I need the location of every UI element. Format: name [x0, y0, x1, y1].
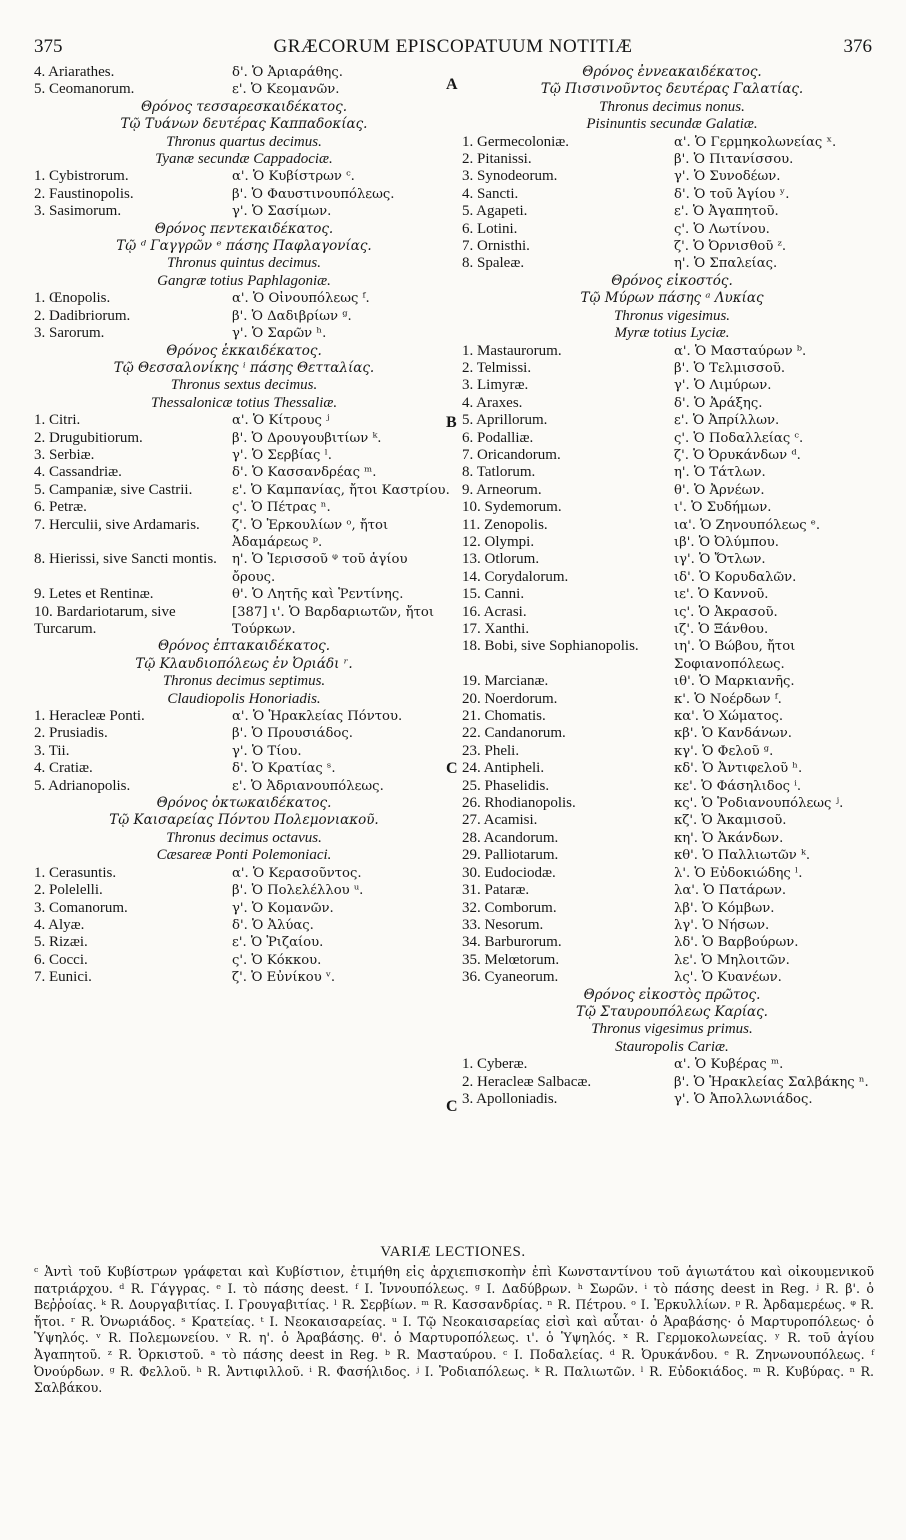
latin-see-name: 5. Rizæi. — [34, 934, 88, 951]
see-row — [462, 221, 882, 238]
latin-see-name: 3. Synodeorum. — [462, 168, 558, 185]
greek-see-name: β'. Ὁ Προυσιάδος. — [232, 726, 353, 742]
latin-throne-heading: Thronus decimus septimus. — [162, 673, 326, 690]
greek-throne-heading: Θρόνος ἐννεακαιδέκατος. — [582, 64, 762, 80]
latin-see-name: 33. Nesorum. — [462, 916, 544, 933]
latin-see-name: 4. Sancti. — [462, 185, 519, 202]
greek-see-name: α'. Ὁ Ἡρακλείας Πόντου. — [232, 709, 403, 725]
see-row — [462, 691, 882, 708]
see-row — [34, 168, 454, 185]
latin-see-name: 3. Comanorum. — [34, 899, 128, 916]
see-row — [462, 430, 882, 447]
see-row — [462, 795, 882, 812]
latin-see-name: 16. Acrasi. — [462, 603, 527, 620]
greek-see-name: γ'. Ὁ Κομανῶν. — [232, 900, 334, 916]
see-row — [462, 499, 882, 516]
latin-see-name: 24. Antipheli. — [462, 760, 545, 777]
see-row — [462, 900, 882, 917]
latin-see-name: 2. Pitanissi. — [462, 151, 532, 168]
latin-see-name: 3. Serbiæ. — [34, 446, 95, 463]
greek-see-name: ς'. Ὁ Πέτρας ⁿ. — [232, 500, 331, 516]
left-column — [34, 64, 454, 987]
latin-see-name: 1. Œnopolis. — [34, 290, 111, 307]
latin-see-name: 6. Podalliæ. — [462, 429, 534, 446]
latin-see-name: 9. Letes et Rentinæ. — [34, 586, 154, 603]
greek-metropolis-line: Τῷ Μύρων πάσης ᵃ Λυκίας — [580, 290, 764, 307]
greek-see-name: κη'. Ὁ Ἀκάνδων. — [674, 830, 784, 846]
see-row — [462, 673, 882, 690]
see-row — [462, 621, 882, 638]
latin-see-name: 28. Acandorum. — [462, 829, 559, 846]
greek-see-name: ιη'. Ὁ Βώβου, ἤτοι Σοφιανοπόλεως. — [674, 639, 796, 672]
greek-see-name: ιζ'. Ὁ Ξάνθου. — [674, 622, 769, 637]
greek-see-name: η'. Ὁ Σπαλείας. — [674, 256, 778, 272]
greek-see-name: λε'. Ὁ Μηλοιτῶν. — [674, 952, 790, 968]
latin-see-name: 8. Tatlorum. — [462, 464, 536, 481]
see-row — [462, 134, 882, 151]
see-row — [462, 203, 882, 220]
latin-see-name: 5. Ceomanorum. — [34, 81, 135, 98]
greek-see-name: β'. Ὁ Δρουγουβιτίων ᵏ. — [232, 430, 382, 446]
greek-see-name: γ'. Ὁ Συνοδέων. — [674, 169, 781, 185]
see-row — [34, 186, 454, 203]
see-row — [462, 934, 882, 951]
see-row — [34, 447, 454, 464]
see-row — [34, 203, 454, 220]
latin-see-name: 1. Germecoloniæ. — [462, 133, 570, 150]
latin-see-name: 5. Agapeti. — [462, 203, 528, 220]
latin-throne-heading: Thronus decimus nonus. — [599, 98, 745, 115]
margin-letter-c-lower: C — [446, 1098, 458, 1115]
latin-metropolis-line: Gangræ totius Paphlagoniæ. — [157, 272, 331, 289]
latin-see-name: 15. Canni. — [462, 586, 525, 603]
greek-see-name: ς'. Ὁ Ποδαλλείας ᶜ. — [674, 430, 804, 446]
latin-see-name: 29. Palliotarum. — [462, 847, 559, 864]
latin-see-name: 7. Herculii, sive Ardamaris. — [34, 516, 200, 533]
see-row — [34, 430, 454, 447]
greek-see-name: β'. Ὁ Δαδιβρίων ᵍ. — [232, 308, 352, 324]
see-row — [34, 412, 454, 429]
greek-see-name: ε'. Ὁ Κεομανῶν. — [232, 82, 340, 98]
greek-see-name: ζ'. Ὁ Ὀρυκάνδων ᵈ. — [674, 447, 801, 463]
greek-see-name: η'. Ὁ Ἱερισσοῦ ᵠ τοῦ ἁγίου ὄρους. — [232, 552, 408, 585]
greek-see-name: δ'. Ὁ Ἀλύας. — [232, 917, 314, 933]
see-row — [34, 882, 454, 899]
greek-see-name: ζ'. Ὁ Εὐνίκου ᵛ. — [232, 970, 336, 986]
see-row — [34, 517, 454, 552]
see-row — [462, 952, 882, 969]
greek-see-name: ε'. Ὁ Ἀπρίλλων. — [674, 413, 780, 429]
right-column — [462, 64, 882, 1108]
greek-see-name: δ'. Ὁ Ἀράξης. — [674, 395, 763, 411]
latin-see-name: 23. Pheli. — [462, 742, 520, 759]
greek-see-name: ιε'. Ὁ Καννοῦ. — [674, 587, 769, 603]
see-row — [462, 743, 882, 760]
greek-see-name: κε'. Ὁ Φάσηλιδος ⁱ. — [674, 778, 802, 794]
latin-see-name: 4. Cratiæ. — [34, 760, 93, 777]
greek-see-name: ε'. Ὁ Ἀδριανουπόλεως. — [232, 778, 384, 794]
greek-see-name: λα'. Ὁ Πατάρων. — [674, 883, 787, 899]
greek-see-name: λς'. Ὁ Κυανέων. — [674, 970, 782, 986]
greek-see-name: ε'. Ὁ Ἀγαπητοῦ. — [674, 204, 779, 220]
greek-see-name: α'. Ὁ Κίτρους ʲ — [232, 413, 330, 429]
greek-see-name: α'. Ὁ Οἰνουπόλεως ᶠ. — [232, 291, 370, 307]
latin-see-name: 2. Drugubitiorum. — [34, 429, 143, 446]
latin-see-name: 36. Cyaneorum. — [462, 969, 559, 986]
latin-see-name: 20. Noerdorum. — [462, 690, 558, 707]
greek-see-name: ιβ'. Ὁ Ὀλύμπου. — [674, 534, 779, 550]
see-row — [34, 778, 454, 795]
latin-see-name: 22. Candanorum. — [462, 725, 566, 742]
latin-see-name: 1. Citri. — [34, 412, 81, 429]
see-row — [462, 343, 882, 360]
see-row — [34, 900, 454, 917]
latin-see-name: 10. Sydemorum. — [462, 499, 562, 516]
see-row — [462, 377, 882, 394]
latin-metropolis-line: Pisinuntis secundæ Galatiæ. — [586, 116, 758, 133]
latin-metropolis-line: Claudiopolis Honoriadis. — [167, 690, 321, 707]
margin-letter-a: A — [446, 76, 458, 93]
greek-see-name: κβ'. Ὁ Κανδάνων. — [674, 726, 792, 742]
latin-see-name: 3. Sasimorum. — [34, 203, 122, 220]
greek-see-name: λδ'. Ὁ Βαρβούρων. — [674, 935, 799, 951]
see-row — [462, 917, 882, 934]
greek-see-name: ιθ'. Ὁ Μαρκιανῆς. — [674, 674, 795, 690]
greek-see-name: ζ'. Ὁ Ὀρνισθοῦ ᶻ. — [674, 239, 787, 255]
latin-throne-heading: Thronus vigesimus. — [613, 307, 731, 324]
latin-see-name: 8. Hierissi, sive Sancti montis. — [34, 551, 217, 568]
greek-metropolis-line: Τῷ Τυάνων δευτέρας Καππαδοκίας. — [120, 116, 368, 133]
see-row — [462, 186, 882, 203]
latin-see-name: 19. Marcianæ. — [462, 673, 549, 690]
latin-see-name: 7. Ornisthi. — [462, 238, 530, 255]
see-row — [34, 499, 454, 516]
latin-see-name: 3. Sarorum. — [34, 325, 105, 342]
latin-see-name: 1. Mastaurorum. — [462, 342, 562, 359]
greek-see-name: γ'. Ὁ Λιμύρων. — [674, 378, 772, 394]
greek-see-name: κδ'. Ὁ Ἀντιφελοῦ ʰ. — [674, 761, 803, 777]
greek-see-name: β'. Ὁ Πολελέλλου ᵘ. — [232, 883, 364, 899]
see-row — [462, 569, 882, 586]
greek-see-name: κα'. Ὁ Χώματος. — [674, 709, 784, 725]
latin-see-name: 2. Faustinopolis. — [34, 185, 134, 202]
throne-section — [34, 221, 454, 343]
latin-see-name: 21. Chomatis. — [462, 708, 546, 725]
greek-see-name: δ'. Ὁ Κρατίας ˢ. — [232, 761, 336, 777]
greek-metropolis-line: Τῷ Θεσσαλονίκης ⁱ πάσης Θετταλίας. — [113, 359, 375, 376]
latin-throne-heading: Thronus quintus decimus. — [166, 255, 322, 272]
latin-see-name: 4. Alyæ. — [34, 916, 85, 933]
greek-throne-heading: Θρόνος τεσσαρεσκαιδέκατος. — [140, 98, 348, 115]
greek-see-name: ιγ'. Ὁ Ὄτλων. — [674, 552, 766, 568]
greek-see-name: λ'. Ὁ Εὐδοκιώδης ˡ. — [674, 865, 803, 881]
greek-see-name: η'. Ὁ Τάτλων. — [674, 465, 766, 481]
variae-lectiones-title: VARIÆ LECTIONES. — [380, 1244, 526, 1260]
latin-see-name: 6. Petræ. — [34, 499, 87, 516]
see-row — [34, 586, 454, 603]
latin-see-name: 26. Rhodianopolis. — [462, 795, 576, 812]
see-row — [34, 604, 454, 639]
greek-see-name: κς'. Ὁ Ῥοδιανουπόλεως ʲ. — [674, 796, 844, 812]
latin-see-name: 1. Heracleæ Ponti. — [34, 708, 145, 725]
greek-throne-heading: Θρόνος εἰκοστός. — [611, 272, 733, 289]
latin-see-name: 3. Limyræ. — [462, 377, 529, 394]
see-row — [462, 517, 882, 534]
greek-see-name: κγ'. Ὁ Φελοῦ ᵍ. — [674, 743, 774, 759]
greek-see-name: β'. Ὁ Τελμισσοῦ. — [674, 360, 786, 376]
running-title: GRÆCORUM EPISCOPATUUM NOTITIÆ — [273, 36, 633, 57]
latin-see-name: 13. Otlorum. — [462, 551, 540, 568]
see-row — [34, 64, 454, 81]
latin-metropolis-line: Tyanæ secundæ Cappadociæ. — [155, 151, 333, 168]
greek-see-name: λγ'. Ὁ Νήσων. — [674, 917, 770, 933]
latin-see-name: 27. Acamisi. — [462, 812, 538, 829]
see-row — [462, 151, 882, 168]
throne-section — [34, 795, 454, 986]
latin-see-name: 5. Aprillorum. — [462, 412, 548, 429]
latin-see-name: 11. Zenopolis. — [462, 516, 548, 533]
greek-see-name: γ'. Ὁ Ἀπολλωνιάδος. — [674, 1091, 813, 1107]
see-row — [34, 308, 454, 325]
latin-see-name: 4. Cassandriæ. — [34, 464, 122, 481]
greek-see-name: θ'. Ὁ Λητῆς καὶ Ῥεντίνης. — [232, 587, 404, 603]
see-row — [462, 969, 882, 986]
see-row — [462, 708, 882, 725]
greek-see-name: ε'. Ὁ Καμπανίας, ἤτοι Καστρίου. — [232, 482, 450, 498]
see-row — [462, 360, 882, 377]
greek-metropolis-line: Τῷ Πισσινοῦντος δευτέρας Γαλατίας. — [540, 81, 804, 98]
latin-see-name: 1. Cybistrorum. — [34, 168, 129, 185]
throne-section — [462, 273, 882, 987]
see-row — [34, 81, 454, 98]
see-row — [462, 812, 882, 829]
see-row — [462, 1091, 882, 1108]
see-row — [34, 708, 454, 725]
greek-see-name: β'. Ὁ Ἡρακλείας Σαλβάκης ⁿ. — [674, 1074, 869, 1090]
see-row — [462, 604, 882, 621]
page-number-right: 376 — [843, 36, 872, 57]
see-row — [462, 168, 882, 185]
latin-see-name: 5. Campaniæ, sive Castrii. — [34, 481, 193, 498]
greek-see-name: ς'. Ὁ Λωτίνου. — [674, 221, 770, 237]
greek-see-name: γ'. Ὁ Τίου. — [232, 743, 302, 759]
see-row — [34, 464, 454, 481]
see-row — [462, 464, 882, 481]
latin-see-name: 4. Araxes. — [462, 394, 523, 411]
latin-see-name: 35. Melœtorum. — [462, 951, 560, 968]
greek-see-name: ς'. Ὁ Κόκκου. — [232, 952, 322, 968]
latin-see-name: 2. Dadibriorum. — [34, 307, 131, 324]
latin-see-name: 32. Comborum. — [462, 899, 557, 916]
greek-throne-heading: Θρόνος ὀκτωκαιδέκατος. — [156, 795, 332, 812]
latin-throne-heading: Thronus decimus octavus. — [166, 829, 322, 846]
greek-see-name: ιδ'. Ὁ Κορυδαλῶν. — [674, 569, 797, 585]
greek-see-name: δ'. Ὁ Ἀριαράθης. — [232, 65, 343, 80]
latin-see-name: 18. Bobi, sive Sophianopolis. — [462, 638, 639, 655]
greek-throne-heading: Θρόνος πεντεκαιδέκατος. — [154, 220, 334, 237]
see-row — [34, 551, 454, 586]
latin-see-name: 5. Adrianopolis. — [34, 777, 131, 794]
greek-see-name: α'. Ὁ Κερασοῦντος. — [232, 865, 362, 881]
greek-see-name: ια'. Ὁ Ζηνουπόλεως ᵉ. — [674, 517, 821, 533]
see-row — [462, 638, 882, 673]
latin-metropolis-line: Thessalonicæ totius Thessaliæ. — [150, 394, 338, 411]
greek-see-name: α'. Ὁ Γερμηκολωνείας ˣ. — [674, 134, 837, 150]
latin-see-name: 3. Apolloniadis. — [462, 1090, 558, 1107]
latin-metropolis-line: Cæsareæ Ponti Polemoniaci. — [156, 847, 332, 864]
greek-see-name: θ'. Ὁ Ἀρνέων. — [674, 482, 765, 498]
greek-see-name: δ'. Ὁ Κασσανδρέας ᵐ. — [232, 465, 377, 481]
greek-see-name: γ'. Ὁ Σασίμων. — [232, 204, 332, 220]
greek-see-name: ις'. Ὁ Ἀκρασοῦ. — [674, 604, 778, 620]
see-row — [462, 482, 882, 499]
greek-see-name: γ'. Ὁ Σαρῶν ʰ. — [232, 326, 327, 342]
latin-throne-heading: Thronus quartus decimus. — [166, 133, 322, 150]
latin-throne-heading: Thronus sextus decimus. — [170, 377, 318, 394]
see-row — [462, 238, 882, 255]
see-row — [34, 865, 454, 882]
greek-see-name: [387] ι'. Ὁ Βαρδαριωτῶν, ἤτοι Τούρκων. — [232, 604, 434, 637]
latin-throne-heading: Thronus vigesimus primus. — [591, 1021, 753, 1038]
latin-see-name: 12. Olympi. — [462, 533, 535, 550]
greek-see-name: ζ'. Ὁ Ἐρκουλίων ᵒ, ἤτοι Ἀδαμάρεως ᵖ. — [232, 517, 389, 550]
latin-see-name: 14. Corydalorum. — [462, 568, 569, 585]
see-row — [34, 482, 454, 499]
latin-see-name: 9. Arneorum. — [462, 481, 542, 498]
greek-throne-heading: Θρόνος εἰκοστὸς πρῶτος. — [583, 986, 761, 1003]
see-row — [462, 760, 882, 777]
see-row — [34, 325, 454, 342]
greek-throne-heading: Θρόνος ἑκκαιδέκατος. — [166, 342, 322, 359]
see-row — [462, 847, 882, 864]
latin-see-name: 4. Ariarathes. — [34, 64, 115, 80]
see-row — [34, 290, 454, 307]
see-row — [34, 934, 454, 951]
see-row — [34, 743, 454, 760]
throne-section — [462, 64, 882, 273]
latin-see-name: 6. Lotini. — [462, 220, 518, 237]
greek-see-name: ε'. Ὁ Ῥιζαίου. — [232, 935, 324, 951]
see-row — [462, 778, 882, 795]
latin-see-name: 1. Cerasuntis. — [34, 864, 117, 881]
greek-see-name: γ'. Ὁ Σερβίας ˡ. — [232, 447, 332, 463]
page-header — [34, 36, 872, 62]
see-row — [34, 917, 454, 934]
see-row — [462, 830, 882, 847]
see-row — [462, 1056, 882, 1073]
see-row — [462, 586, 882, 603]
greek-see-name: κζ'. Ὁ Ἀκαμισοῦ. — [674, 813, 787, 829]
continued-rows — [34, 64, 454, 99]
latin-see-name: 8. Spaleæ. — [462, 255, 525, 272]
see-row — [462, 534, 882, 551]
see-row — [34, 725, 454, 742]
throne-section — [34, 99, 454, 221]
see-row — [462, 882, 882, 899]
greek-throne-heading: Θρόνος ἑπτακαιδέκατος. — [157, 638, 331, 655]
variae-lectiones-text: ᶜ Ἀντὶ τοῦ Κυβίστρων γράφεται καὶ Κυβίστιον, ἐτιμήθη εἰς ἀρχιεπισκοπὴν ἐπὶ Κωνσταντίνου τοῦ ἁγιωτάτου καὶ οἰκουμενικοῦ πατριάρχου. ᵈ R. Γάγγρας. ᵉ I. τὸ πάσης deest. ᶠ I. Ἰννουπόλεως. ᵍ I. Δαδύβρων. ʰ Σωρῶν. ⁱ τὸ πάσης deest in Reg. ʲ R. β'. ὁ Βεῤῥοίας. ᵏ R. Δουργαβιτίας. I. Γρουγαβιτίας. ˡ R. Σερβίων. ᵐ R. Κασσανδρίας. ⁿ R. Πέτρου. ᵒ I. Ἐρκυλλίων. ᵖ R. Ἀρδαμερέως. ᵠ R. ἤτοι. ʳ R. Ὀνωριάδος. ˢ Κρατείας. ᵗ I. Νεοκαισαρείας. ᵘ I. Τῷ Νεοκαισαρείας εἰσὶ καὶ αὗται· ὁ Ἀραβάσης· ὁ Μαρτυροπόλεως· ὁ Ὑψηλός. ᵛ R. Πολεμωνείου. ᵛ R. η'. ὁ Ἀραβάσης. θ'. ὁ Μαρτυροπόλεως. ι'. ὁ Ὑψηλός. ˣ R. Γερμοκολωνείας. ʸ R. τοῦ ἁγίου Ἀγαπητοῦ. ᶻ R. Ὀρκιστοῦ. ᵃ τὸ πάσης deest in Reg. ᵇ R. Μασταύρου. ᶜ I. Ποδαλείας. ᵈ R. Ὀρυκάνδου. ᵉ R. Ζηνωνουπόλεως. ᶠ Ὀνούρδων. ᵍ R. Φελλοῦ. ʰ R. Ἀντιφιλλοῦ. ⁱ R. Φασήλιδος. ʲ I. Ῥοδιαπόλεως. ᵏ R. Παλιωτῶν. ˡ R. Εὐδοκιάδος. ᵐ R. Κυβύρας. ⁿ R. Σαλβάκου. — [34, 1264, 874, 1396]
margin-letter-b: B — [446, 414, 457, 431]
latin-see-name: 17. Xanthi. — [462, 621, 530, 637]
greek-metropolis-line: Τῷ Σταυρουπόλεως Καρίας. — [576, 1003, 768, 1020]
greek-see-name: α'. Ὁ Κυβέρας ᵐ. — [674, 1057, 784, 1073]
greek-see-name: ι'. Ὁ Συδήμων. — [674, 500, 772, 516]
latin-see-name: 7. Oricandorum. — [462, 446, 561, 463]
greek-see-name: β'. Ὁ Φαυστινουπόλεως. — [232, 186, 395, 202]
greek-see-name: β'. Ὁ Πιτανίσσου. — [674, 152, 794, 168]
latin-see-name: 1. Cyberæ. — [462, 1056, 528, 1073]
see-row — [462, 255, 882, 272]
greek-see-name: α'. Ὁ Κυβίστρων ᶜ. — [232, 169, 355, 185]
latin-metropolis-line: Myræ totius Lyciæ. — [614, 325, 730, 342]
greek-see-name: κθ'. Ὁ Παλλιωτῶν ᵏ. — [674, 848, 811, 864]
greek-see-name: δ'. Ὁ τοῦ Ἁγίου ʸ. — [674, 186, 790, 202]
latin-see-name: 10. Bardariotarum, sive Turcarum. — [34, 603, 176, 637]
see-row — [462, 865, 882, 882]
latin-see-name: 2. Heracleæ Salbacæ. — [462, 1073, 592, 1090]
page-number-left: 375 — [34, 36, 63, 57]
latin-see-name: 2. Prusiadis. — [34, 725, 108, 742]
greek-metropolis-line: Τῷ ᵈ Γαγγρῶν ᵉ πάσης Παφλαγονίας. — [116, 238, 372, 255]
greek-metropolis-line: Τῷ Κλαυδιοπόλεως ἐν Ὀριάδι ʳ. — [135, 655, 353, 672]
latin-see-name: 3. Tii. — [34, 742, 70, 759]
see-row — [462, 447, 882, 464]
greek-see-name: α'. Ὁ Μασταύρων ᵇ. — [674, 343, 807, 359]
greek-see-name: λβ'. Ὁ Κόμβων. — [674, 900, 775, 916]
greek-see-name: κ'. Ὁ Νοέρδων ᶠ. — [674, 691, 782, 707]
see-row — [34, 952, 454, 969]
latin-see-name: 7. Eunici. — [34, 969, 92, 986]
latin-see-name: 31. Pataræ. — [462, 882, 530, 899]
throne-section — [34, 638, 454, 795]
latin-see-name: 25. Phaselidis. — [462, 777, 550, 794]
latin-see-name: 6. Cocci. — [34, 951, 88, 968]
latin-see-name: 30. Eudociodæ. — [462, 864, 556, 881]
throne-section — [462, 987, 882, 1109]
see-row — [462, 725, 882, 742]
see-row — [462, 395, 882, 412]
latin-see-name: 34. Barburorum. — [462, 934, 562, 951]
see-row — [34, 969, 454, 986]
latin-see-name: 2. Telmissi. — [462, 359, 532, 376]
see-row — [34, 760, 454, 777]
see-row — [462, 551, 882, 568]
see-row — [462, 412, 882, 429]
greek-metropolis-line: Τῷ Καισαρείας Πόντου Πολεμονιακοῦ. — [109, 812, 379, 829]
latin-see-name: 2. Polelelli. — [34, 882, 103, 899]
see-row — [462, 1074, 882, 1091]
throne-section — [34, 343, 454, 639]
latin-metropolis-line: Stauropolis Cariæ. — [615, 1038, 729, 1055]
margin-letter-c: C — [446, 760, 458, 777]
